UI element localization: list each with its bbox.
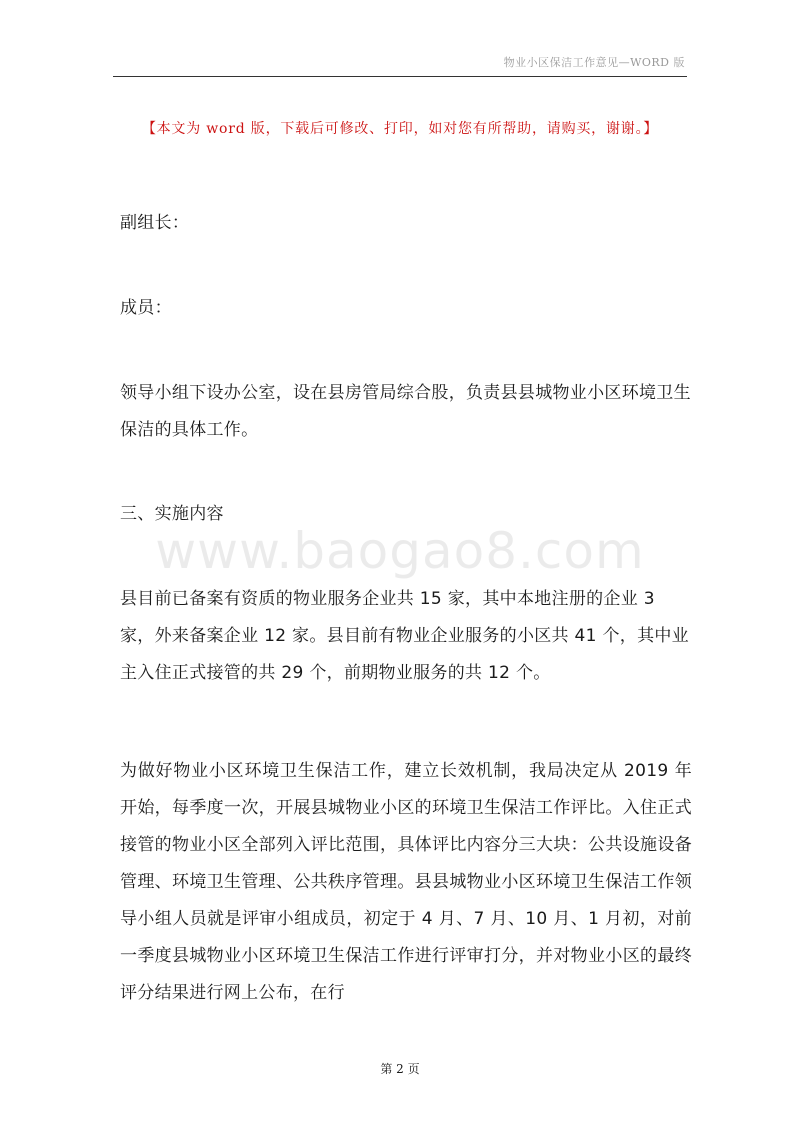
enterprise-count-paragraph: 县目前已备案有资质的物业服务企业共 15 家，其中本地注册的企业 3 家，外来备案企业 12 家。县目前有物业企业服务的小区共 41 个，其中业主入住正式接管的共 29 个，前期物业服务的共 12 个。 bbox=[120, 589, 689, 683]
watermark: www.baogao8.com bbox=[155, 522, 645, 580]
header-title: 物业小区保洁工作意见—WORD 版 bbox=[503, 56, 685, 69]
section-heading-3: 三、实施内容 bbox=[120, 504, 224, 524]
evaluation-paragraph: 为做好物业小区环境卫生保洁工作，建立长效机制，我局决定从 2019 年开始，每季度一次，开展县城物业小区的环境卫生保洁工作评比。入住正式接管的物业小区全部列入评比范围，具体评比内容分三大块：公共设施设备管理、环境卫生管理、公共秩序管理。县县城物业小区环境卫生保洁工作领导小组人员就是评审小组成员，初定于 4 月、7 月、10 月、1 月初，对前一季度县城物业小区环境卫生保洁工作进行评审打分，并对物业小区的最终评分结果进行网上公布，在行 bbox=[120, 761, 692, 1003]
page-header bbox=[113, 52, 687, 77]
page-number: 第 2 页 bbox=[380, 1062, 420, 1076]
purchase-notice: 【本文为 word 版，下载后可修改、打印，如对您有所帮助，请购买，谢谢。】 bbox=[141, 121, 659, 137]
deputy-leader-line: 副组长： bbox=[120, 213, 190, 233]
office-paragraph: 领导小组下设办公室，设在县房管局综合股，负责县县城物业小区环境卫生保洁的具体工作。 bbox=[120, 383, 691, 440]
members-line: 成员： bbox=[120, 298, 172, 318]
